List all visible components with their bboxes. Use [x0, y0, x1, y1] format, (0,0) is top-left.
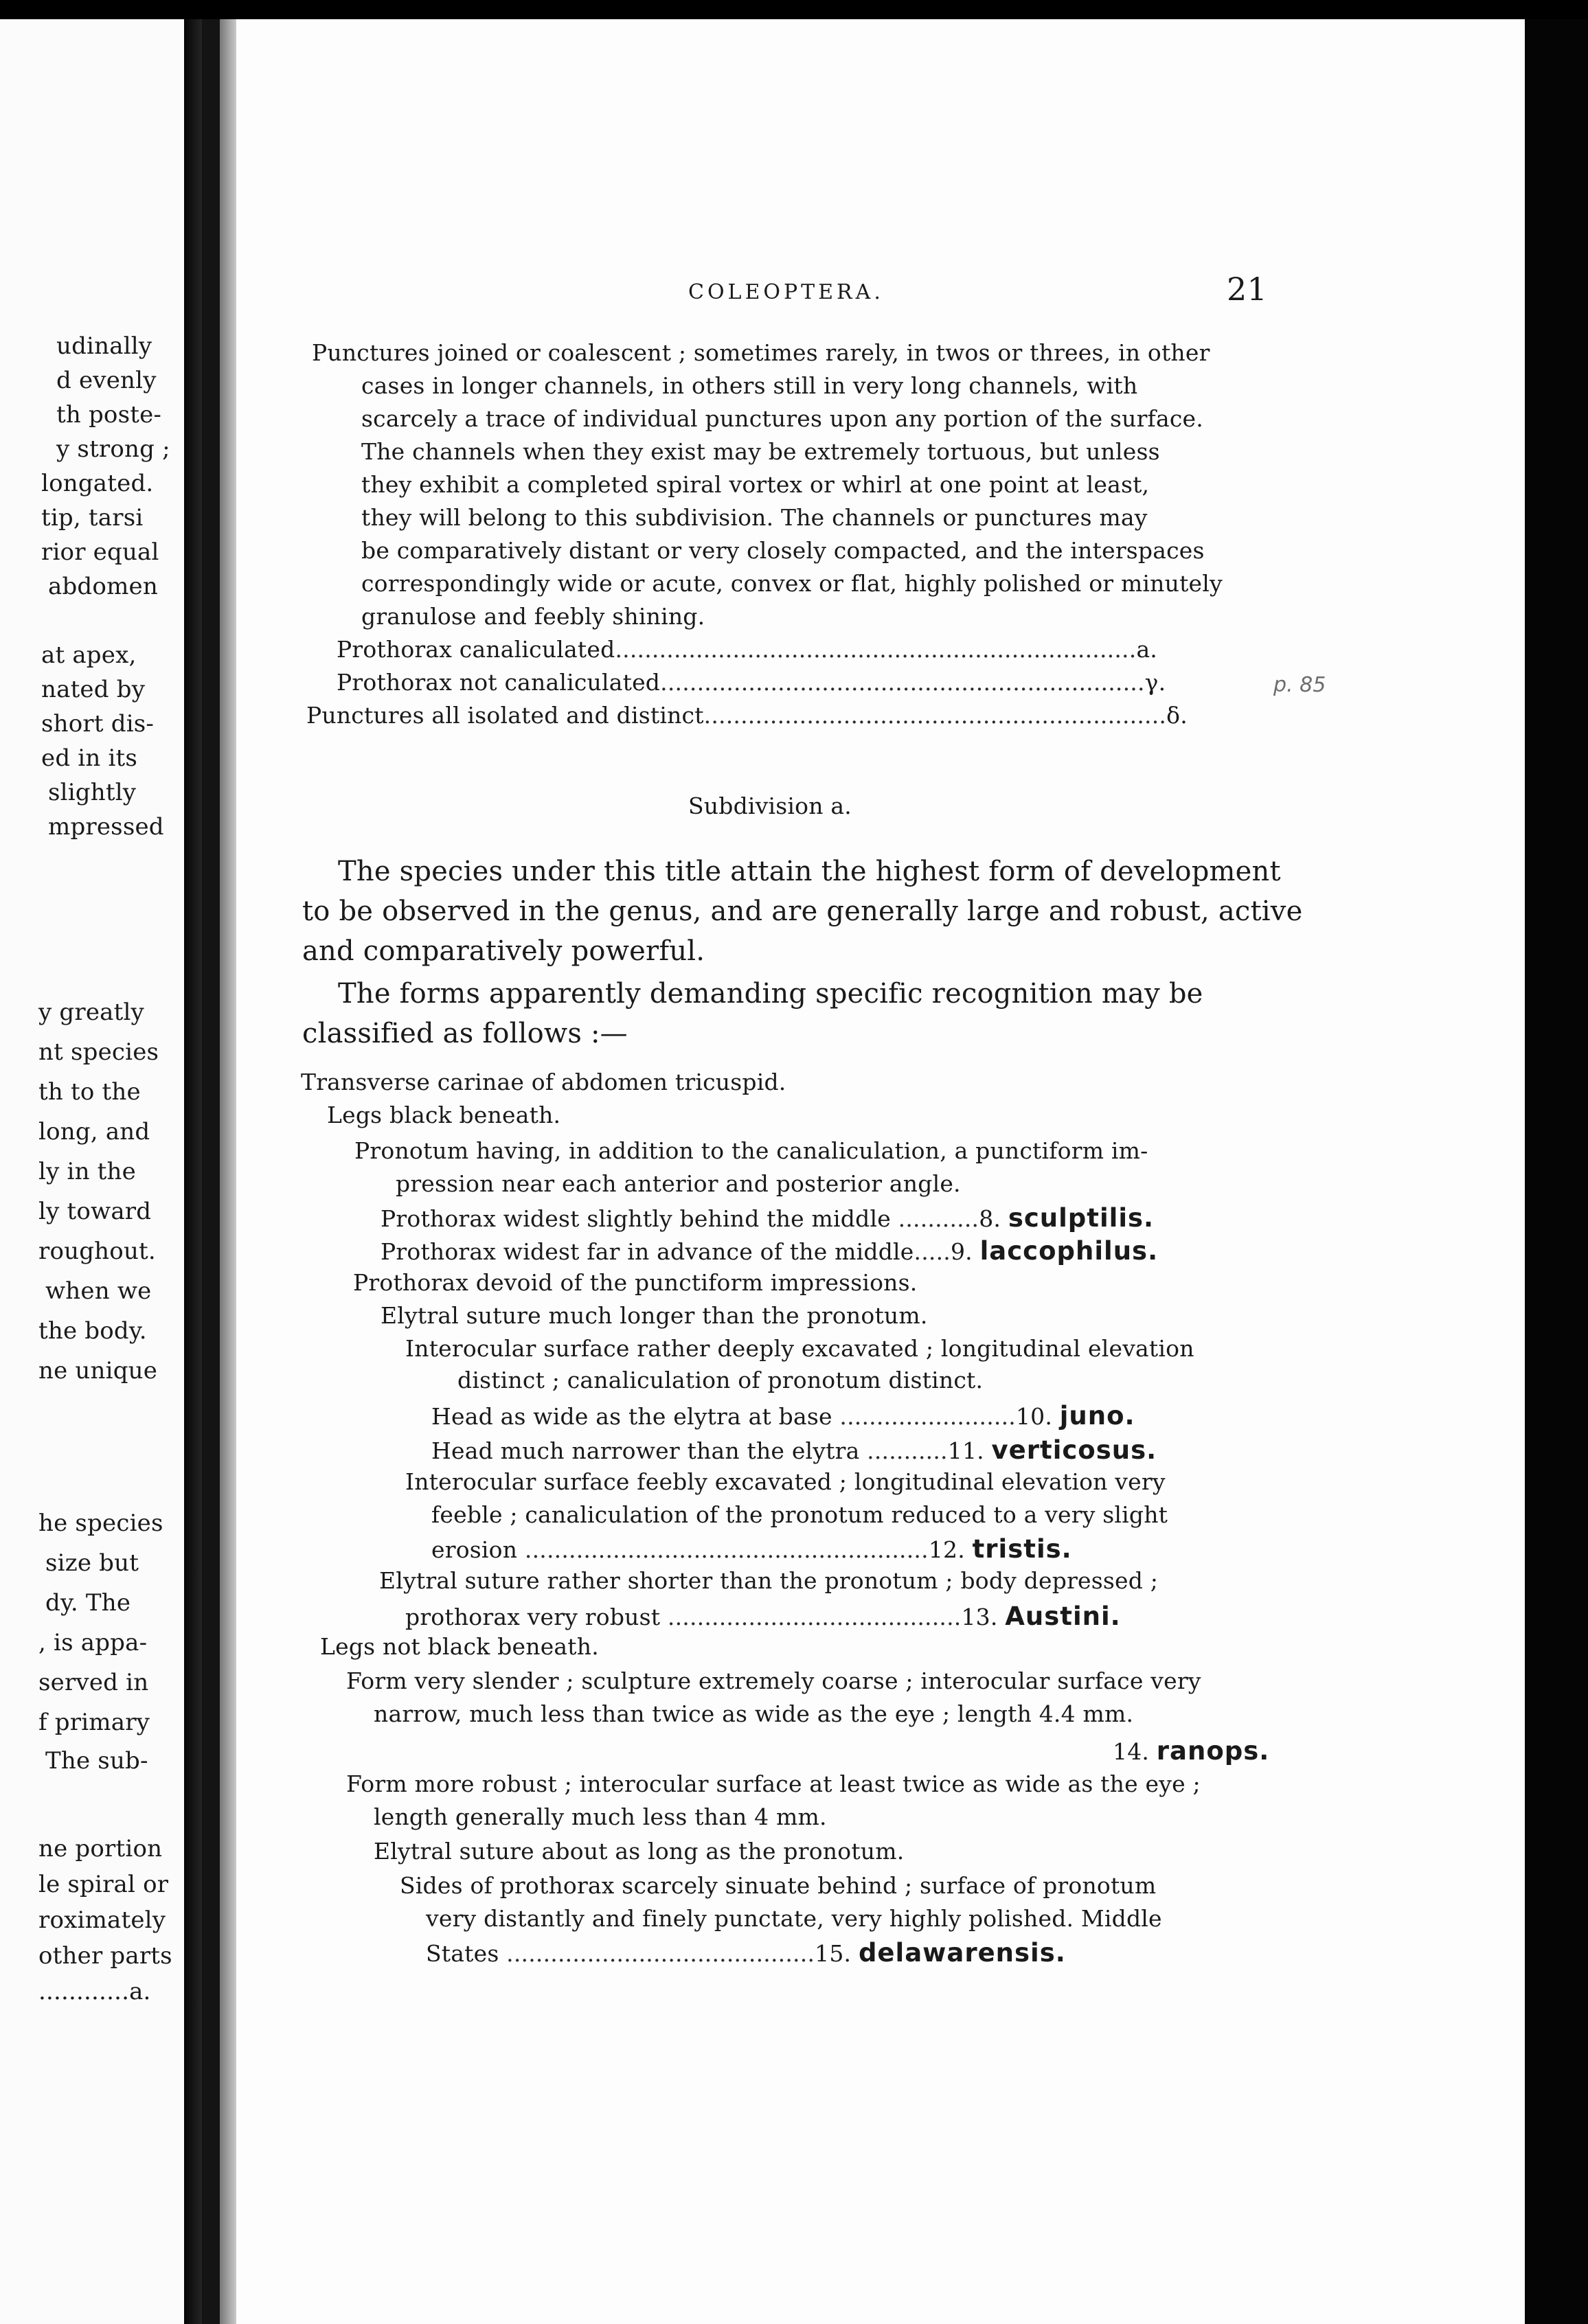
- prev-line: d evenly: [56, 367, 157, 394]
- prev-line: served in: [38, 1669, 149, 1696]
- species-name: laccophilus.: [979, 1236, 1159, 1266]
- leader-dots: ........................................: [660, 1604, 962, 1630]
- species-number: 11.: [947, 1437, 984, 1464]
- key-text-line: Punctures joined or coalescent ; sometimes rarely, in twos or threes, in other: [312, 339, 1210, 366]
- handwritten-margin-note: p. 85: [1273, 673, 1326, 697]
- key-l16: Elytral suture rather shorter than the pronotum ; body depressed ;: [379, 1567, 1159, 1594]
- key-text: erosion: [431, 1536, 518, 1563]
- prev-line: ly toward: [38, 1198, 152, 1225]
- prev-line: mpressed: [48, 813, 164, 841]
- previous-page-fragment: [0, 19, 184, 2324]
- prev-line: udinally: [56, 332, 152, 360]
- key-species-ranops: [1113, 1736, 1269, 1766]
- key-text: Head as wide as the elytra at base: [431, 1403, 832, 1430]
- key-species-laccophilus: [381, 1236, 1158, 1266]
- running-title: COLEOPTERA.: [688, 280, 884, 304]
- key-l9: Interocular surface rather deeply excavated ; longitudinal elevation: [405, 1335, 1194, 1362]
- scan-border-right: [1525, 19, 1588, 2324]
- key-text: Prothorax widest far in advance of the middle: [381, 1238, 914, 1265]
- key-l13: Interocular surface feebly excavated ; longitudinal elevation very: [405, 1468, 1166, 1495]
- key-text-line: they will belong to this subdivision. The channels or punctures may: [361, 504, 1148, 531]
- key-l8: Elytral suture much longer than the pronotum.: [381, 1302, 928, 1329]
- species-number: 8.: [979, 1205, 1001, 1232]
- key-l7: Prothorax devoid of the punctiform impressions.: [353, 1269, 918, 1296]
- key-l22: Form more robust ; interocular surface at least twice as wide as the eye ;: [346, 1770, 1201, 1797]
- key-text-line: cases in longer channels, in others still in very long channels, with: [361, 372, 1138, 399]
- key-l4: pression near each anterior and posterior angle.: [396, 1170, 961, 1197]
- species-name: Austini.: [1005, 1602, 1121, 1631]
- prev-line: ed in its: [41, 744, 138, 772]
- key-species-sculptilis: [381, 1203, 1154, 1233]
- species-name: juno.: [1059, 1401, 1135, 1431]
- page-21: [236, 0, 1525, 2324]
- prev-line: at apex,: [41, 641, 137, 669]
- key-l23: length generally much less than 4 mm.: [374, 1803, 827, 1830]
- species-number: 12.: [928, 1536, 965, 1563]
- leader-dots: ..........................................: [499, 1940, 815, 1967]
- leader-dots: ...........: [890, 1205, 979, 1232]
- subdivision-heading: Subdivision a.: [688, 793, 852, 819]
- couplet-isolated: [306, 702, 1188, 729]
- species-name: delawarensis.: [858, 1938, 1066, 1968]
- key-l18: Legs not black beneath.: [320, 1633, 599, 1660]
- prev-line: roximately: [38, 1906, 166, 1934]
- prev-line: short dis-: [41, 710, 155, 738]
- couplet-text: Prothorax canaliculated: [337, 636, 615, 663]
- prev-line: ly in the: [38, 1158, 136, 1185]
- key-species-verticosus: [431, 1435, 1157, 1465]
- key-l24: Elytral suture about as long as the pronotum.: [374, 1838, 905, 1865]
- couplet-not-canaliculated: [337, 669, 1166, 696]
- paragraph-line: The species under this title attain the highest form of development: [338, 856, 1281, 887]
- key-l10: distinct ; canaliculation of pronotum distinct.: [457, 1367, 984, 1393]
- key-text-line: be comparatively distant or very closely compacted, and the interspaces: [361, 537, 1205, 564]
- key-l25: Sides of prothorax scarcely sinuate behind ; surface of pronotum: [400, 1872, 1157, 1899]
- prev-line: size but: [45, 1549, 139, 1577]
- prev-line: y strong ;: [56, 435, 170, 463]
- key-text-line: correspondingly wide or acute, convex or flat, highly polished or minutely: [361, 570, 1223, 597]
- species-name: ranops.: [1156, 1736, 1270, 1766]
- prev-line: long, and: [38, 1118, 150, 1146]
- species-number: 15.: [815, 1940, 852, 1967]
- couplet-ref: γ.: [1144, 669, 1166, 696]
- key-species-austini: [405, 1602, 1121, 1631]
- book-spine-edge: [202, 19, 220, 2324]
- key-species-juno: [431, 1401, 1135, 1431]
- key-species-delawarensis: [426, 1938, 1066, 1968]
- key-l14: feeble ; canaliculation of the pronotum reduced to a very slight: [431, 1501, 1168, 1528]
- key-text-line: they exhibit a completed spiral vortex or whirl at one point at least,: [361, 471, 1150, 498]
- prev-line: dy. The: [45, 1589, 131, 1617]
- prev-line: nt species: [38, 1038, 159, 1066]
- prev-line: th to the: [38, 1078, 141, 1106]
- key-species-tristis: [431, 1534, 1072, 1564]
- prev-line: The sub-: [45, 1747, 148, 1775]
- paragraph-line: to be observed in the genus, and are generally large and robust, active: [302, 896, 1303, 927]
- key-l20: narrow, much less than twice as wide as the eye ; length 4.4 mm.: [374, 1700, 1134, 1727]
- prev-line: abdomen: [48, 573, 158, 600]
- paragraph-line: The forms apparently demanding specific recognition may be: [338, 978, 1203, 1010]
- prev-line: rior equal: [41, 538, 159, 566]
- species-name: tristis.: [972, 1534, 1072, 1564]
- species-name: verticosus.: [991, 1435, 1157, 1465]
- prev-line: ............a.: [38, 1978, 151, 2005]
- paragraph-line: classified as follows :—: [302, 1018, 628, 1049]
- paragraph-line: and comparatively powerful.: [302, 935, 705, 967]
- prev-line: other parts: [38, 1942, 172, 1970]
- key-text: prothorax very robust: [405, 1604, 661, 1630]
- leader-dots: .......................................................: [517, 1536, 929, 1563]
- couplet-canaliculated: [337, 636, 1157, 663]
- prev-line: tip, tarsi: [41, 504, 144, 532]
- prev-line: roughout.: [38, 1238, 156, 1265]
- prev-line: slightly: [48, 779, 137, 806]
- leader-dots: ..................................................................: [660, 669, 1145, 696]
- prev-line: ne portion: [38, 1835, 163, 1862]
- key-text-line: scarcely a trace of individual punctures upon any portion of the surface.: [361, 405, 1203, 432]
- prev-line: he species: [38, 1510, 163, 1537]
- key-text: States: [426, 1940, 499, 1967]
- couplet-ref: δ.: [1166, 702, 1188, 729]
- page-number: 21: [1227, 271, 1267, 308]
- prev-line: y greatly: [38, 999, 144, 1026]
- prev-line: f primary: [38, 1709, 150, 1736]
- couplet-text: Punctures all isolated and distinct: [306, 702, 704, 729]
- leader-dots: .....: [914, 1238, 951, 1265]
- prev-line: nated by: [41, 676, 146, 703]
- key-l26: very distantly and finely punctate, very highly polished. Middle: [426, 1905, 1162, 1932]
- leader-dots: ...........: [859, 1437, 948, 1464]
- key-l19: Form very slender ; sculpture extremely coarse ; interocular surface very: [346, 1667, 1201, 1694]
- species-number: 14.: [1113, 1738, 1150, 1765]
- prev-line: le spiral or: [38, 1871, 169, 1898]
- prev-line: when we: [45, 1277, 152, 1305]
- key-text-line: granulose and feebly shining.: [361, 603, 705, 630]
- key-l2: Legs black beneath.: [327, 1102, 561, 1128]
- prev-line: ne unique: [38, 1357, 158, 1385]
- species-number: 9.: [950, 1238, 973, 1265]
- prev-line: longated.: [41, 470, 154, 497]
- prev-line: th poste-: [56, 401, 162, 429]
- leader-dots: .......................................................................: [615, 636, 1137, 663]
- species-number: 10.: [1015, 1403, 1053, 1430]
- prev-line: , is appa-: [38, 1629, 148, 1656]
- leader-dots: ........................: [832, 1403, 1016, 1430]
- key-text: Head much narrower than the elytra: [431, 1437, 860, 1464]
- couplet-ref: a.: [1136, 636, 1158, 663]
- leader-dots: ...............................................................: [703, 702, 1167, 729]
- key-l1: Transverse carinae of abdomen tricuspid.: [301, 1069, 786, 1095]
- species-name: sculptilis.: [1008, 1203, 1155, 1233]
- key-text: Prothorax widest slightly behind the middle: [381, 1205, 891, 1232]
- couplet-text: Prothorax not canaliculated: [337, 669, 661, 696]
- key-text-line: The channels when they exist may be extremely tortuous, but unless: [361, 438, 1160, 465]
- key-l3: Pronotum having, in addition to the canaliculation, a punctiform im-: [354, 1137, 1148, 1164]
- species-number: 13.: [961, 1604, 998, 1630]
- prev-line: the body.: [38, 1317, 147, 1345]
